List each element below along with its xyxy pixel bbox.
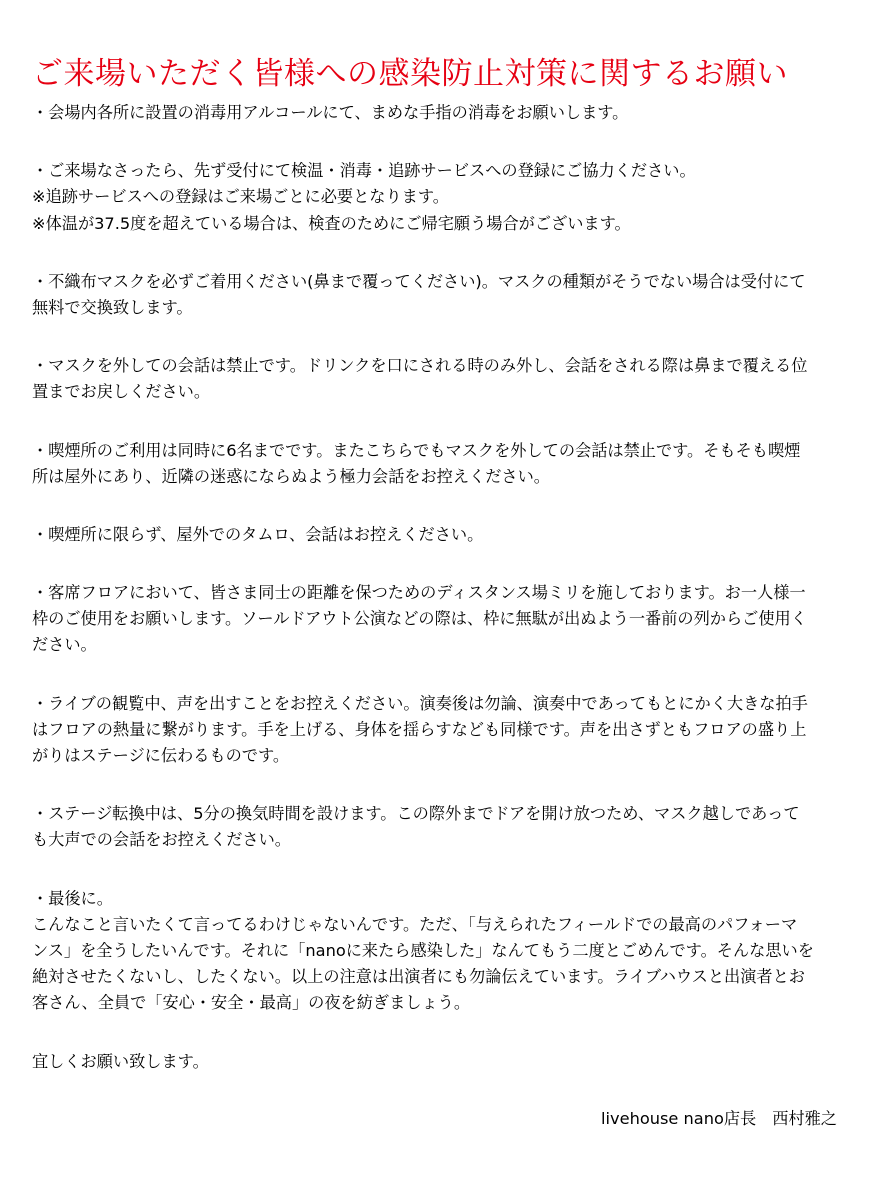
text-line: ・会場内各所に設置の消毒用アルコールにて、まめな手指の消毒をお願いします。 xyxy=(32,103,629,122)
text-line: 無料で交換致します。 xyxy=(32,297,193,317)
text-line: 宜しくお願い致します。 xyxy=(32,1051,209,1071)
text-line: 枠のご使用をお願いします。ソールドアウト公演などの際は、枠に無駄が出ぬよう一番前の列からご使用く xyxy=(32,609,807,629)
paragraph xyxy=(32,801,849,853)
text-line: ・ライブの観覧中、声を出すことをお控えください。演奏後は勿論、演奏中であってもとにかく大きな拍手 xyxy=(32,693,808,713)
paragraph xyxy=(32,438,849,490)
paragraph xyxy=(32,269,849,321)
paragraph xyxy=(32,522,849,548)
text-line: ・マスクを外しての会話は禁止です。ドリンクを口にされる時のみ外し、会話をされる際は鼻まで覆える位 xyxy=(32,356,808,376)
text-line: ・ステージ転換中は、5分の換気時間を設けます。この際外までドアを開け放つため、マスク越しであって xyxy=(32,804,800,824)
text-line: 所は屋外にあり、近隣の迷惑にならぬよう極力会話をお控えください。 xyxy=(32,466,550,486)
paragraph xyxy=(32,353,849,405)
paragraph xyxy=(32,100,849,126)
text-line: ・客席フロアにおいて、皆さま同士の距離を保つためのディスタンス場ミリを施しております。お一人様一 xyxy=(32,583,806,603)
text-line: ・ご来場なさったら、先ず受付にて検温・消毒・追跡サービスへの登録にご協力ください。 xyxy=(32,161,696,181)
signature-name: 西村雅之 xyxy=(772,1109,837,1128)
paragraph xyxy=(32,691,849,770)
text-line: ・最後に。 xyxy=(32,888,113,908)
text-line: こんなこと言いたくて言ってるわけじゃないんです。ただ、「与えられたフィールドでの最高のパフォーマ xyxy=(32,914,798,934)
text-line: 絶対させたくないし、したくない。以上の注意は出演者にも勿論伝えています。ライブハウスと出演者とお xyxy=(32,967,805,987)
text-line: ・喫煙所のご利用は同時に6名までです。またこちらでもマスクを外しての会話は禁止です。そもそも喫煙 xyxy=(32,440,801,460)
signature-role: livehouse nano店長 xyxy=(601,1109,757,1128)
text-line: ・喫煙所に限らず、屋外でのタムロ、会話はお控えください。 xyxy=(32,524,484,544)
paragraph xyxy=(32,1049,849,1075)
notice-body xyxy=(32,100,849,1075)
text-line: ※追跡サービスへの登録はご来場ごとに必要となります。 xyxy=(32,187,449,207)
text-line: はフロアの熱量に繋がります。手を上げる、身体を揺らすなども同様です。声を出さずともフロアの盛り上 xyxy=(32,719,807,739)
text-line: がりはステージに伝わるものです。 xyxy=(32,746,290,765)
text-line: ンス」を全うしたいんです。それに「nanoに来たら感染した」なんてもう二度とごめんです。そんな思いを xyxy=(32,940,814,960)
notice-title: ご来場いただく皆様への感染防止対策に関するお願い xyxy=(32,56,788,92)
text-line: も大声での会話をお控えください。 xyxy=(32,830,291,850)
paragraph xyxy=(32,158,849,237)
text-line: ※体温が37.5度を超えている場合は、検査のためにご帰宅願う場合がございます。 xyxy=(32,213,631,233)
text-line: 置までお戻しください。 xyxy=(32,382,211,402)
paragraph xyxy=(32,886,849,1017)
text-line: 客さん、全員で「安心・安全・最高」の夜を紡ぎましょう。 xyxy=(32,993,471,1013)
signature xyxy=(0,1106,883,1132)
text-line: ・不織布マスクを必ずご着用ください(鼻まで覆ってください)。マスクの種類がそうでない場合は受付にて xyxy=(32,271,806,291)
text-line: ださい。 xyxy=(32,635,97,655)
paragraph xyxy=(32,580,849,659)
